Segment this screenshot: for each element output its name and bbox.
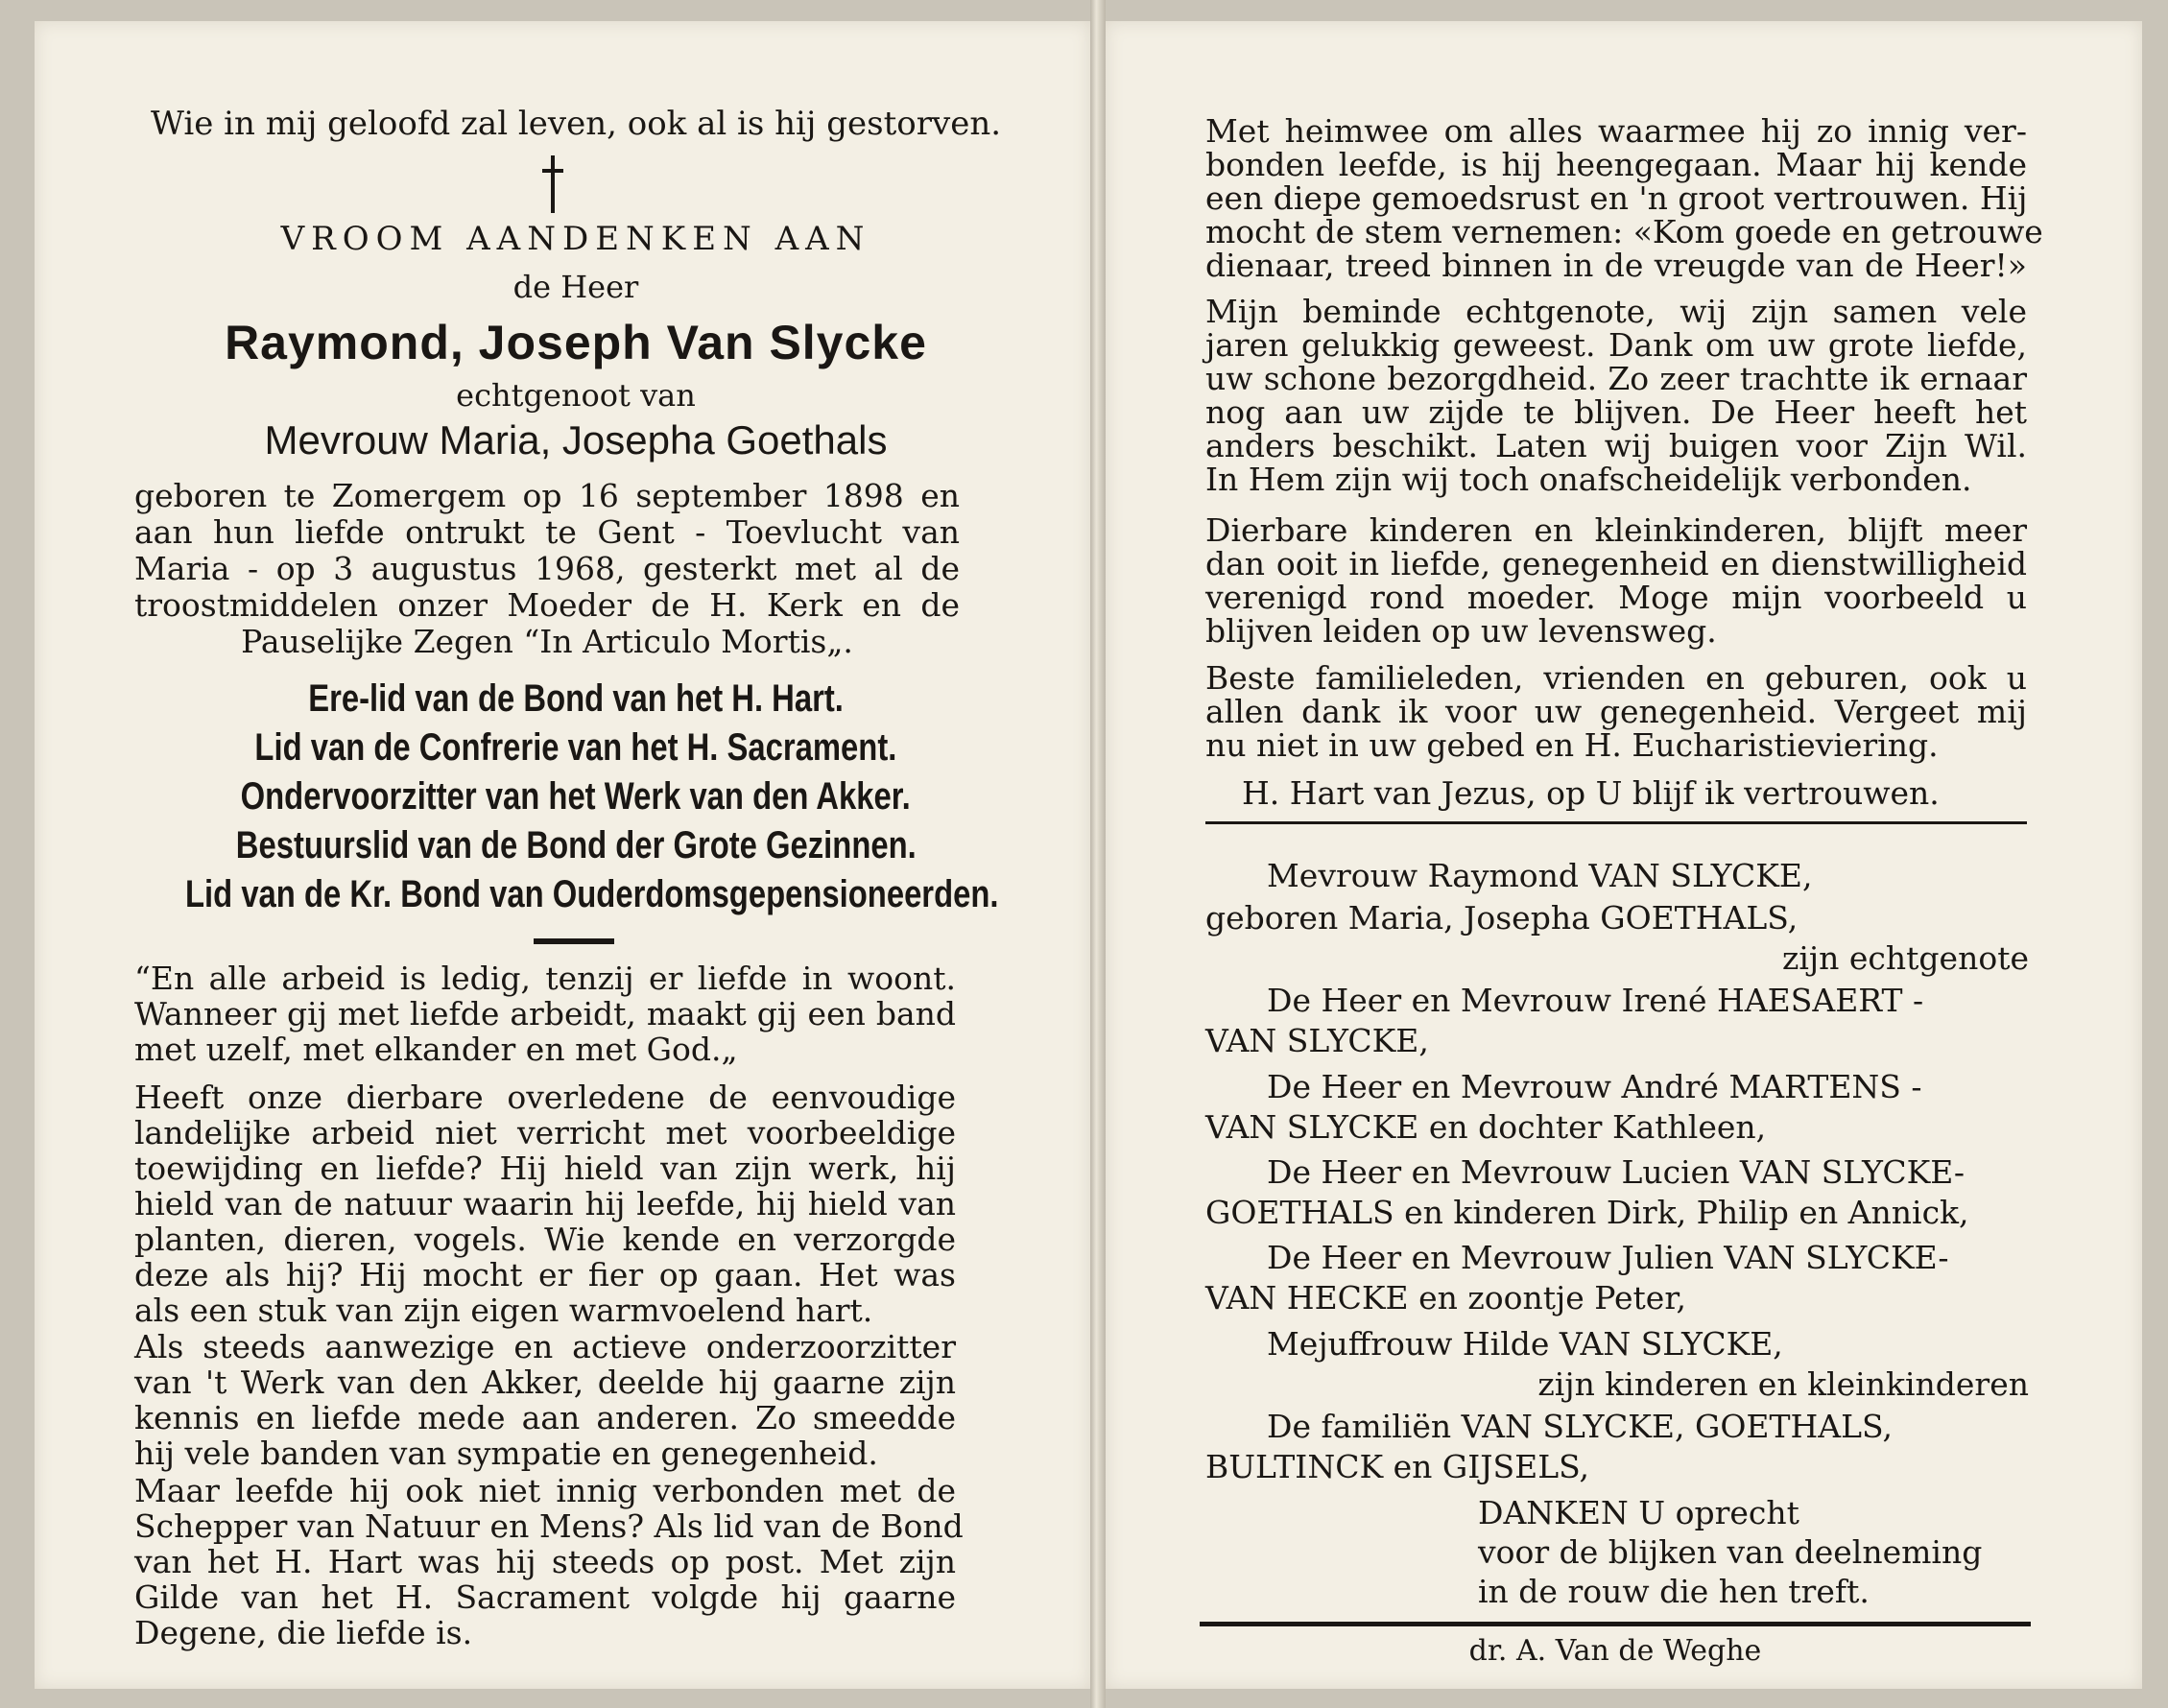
children-role: zijn kinderen en kleinkinderen [1537,1365,2029,1403]
text-line: Maar leefde hij ook niet innig verbonden met de [134,1472,956,1509]
child-couple-4-cont: VAN HECKE en zoontje Peter, [1205,1279,1686,1317]
widow-role: zijn echtgenote [1781,939,2029,977]
quote-line: “En alle arbeid is ledig, tenzij er liefde in woont. [134,960,956,997]
text-line: allen dank ik voor uw genegenheid. Vergeet mij [1205,693,2027,730]
text-line: Degene, die liefde is. [134,1614,473,1651]
text-line: landelijke arbeid niet verricht met voorbeeldige [134,1114,956,1151]
title-item: Ere-lid van de Bond van het H. Hart. [308,677,844,720]
quote-line: met uzelf, met elkander en met God.„ [134,1031,738,1068]
text-line: deze als hij? Hij mocht er fier op gaan. Het was [134,1256,956,1293]
child-5: Mejuffrouw Hilde VAN SLYCKE, [1267,1325,1783,1363]
cross-icon [538,154,567,215]
text-line: Schepper van Natuur en Mens? Als lid van de Bond [134,1507,964,1545]
farewell-paragraph-1 [1205,112,2043,284]
tribute-paragraph-1 [134,1081,956,1330]
printer-name: dr. A. Van de Weghe [1468,1634,1762,1668]
bio-line: aan hun liefde ontrukt te Gent - Toevlucht van [134,513,960,551]
child-couple-2-cont: VAN SLYCKE en dochter Kathleen, [1205,1108,1767,1146]
child-couple-3: De Heer en Mevrouw Lucien VAN SLYCKE- [1267,1153,1965,1191]
text-line: nog aan uw zijde te blijven. De Heer heeft het [1205,393,2027,431]
text-line: Met heimwee om alles waarmee hij zo innig ver- [1205,112,2027,150]
families-cont: BULTINCK en GIJSELS, [1205,1448,1590,1485]
thanks-line-2: voor de blijken van deelneming [1478,1533,1983,1571]
text-line: blijven leiden op uw levensweg. [1205,612,1717,650]
text-line: mocht de stem vernemen: «Kom goede en getrouwe [1205,213,2043,250]
spouse-name: Mevrouw Maria, Josepha Goethals [264,417,888,463]
farewell-paragraph-4 [1205,659,2027,764]
farewell-paragraph-3 [1205,511,2027,650]
text-line: van het H. Hart was hij steeds op post. Met zijn [134,1543,956,1580]
child-couple-1: De Heer en Mevrouw Irené HAESAERT - [1267,982,1924,1019]
footer-rule [1200,1622,2031,1626]
bio-line: geboren te Zomergem op 16 september 1898 en [134,477,960,514]
title-item: Lid van de Kr. Bond van Ouderdomsgepensioneerden. [185,873,999,915]
child-couple-4: De Heer en Mevrouw Julien VAN SLYCKE- [1267,1239,1949,1276]
text-line: als een stuk van zijn eigen warmvoelend hart. [134,1292,873,1329]
tribute-paragraph-3 [134,1472,964,1652]
text-line: jaren gelukkig geweest. Dank om uw grote liefde, [1205,326,2027,364]
title-item: Ondervoorzitter van het Werk van den Akker. [240,775,912,818]
bio-paragraph [134,477,960,662]
text-line: planten, dieren, vogels. Wie kende en verzorgde [134,1221,956,1258]
text-line: nu niet in uw gebed en H. Eucharistieviering. [1205,726,1939,764]
divider-line [1205,821,2027,824]
bio-line: Pauselijke Zegen “In Articulo Mortis„. [241,623,853,660]
text-line: verenigd rond moeder. Moge mijn voorbeeld u [1205,579,2027,616]
text-line: kennis en liefde mede aan anderen. Zo smeedde [134,1399,956,1436]
card-fold [1090,0,1106,1708]
widow-name: Mevrouw Raymond VAN SLYCKE, [1267,857,1813,894]
title-item: Bestuurslid van de Bond der Grote Gezinnen. [235,824,917,866]
text-line: toewijding en liefde? Hij hield van zijn werk, hij [134,1150,956,1187]
text-line: Dierbare kinderen en kleinkinderen, blijft meer [1205,511,2027,549]
families: De familiën VAN SLYCKE, GOETHALS, [1267,1408,1893,1445]
bio-line: Maria - op 3 augustus 1968, gesterkt met al de [134,550,960,587]
text-line: Als steeds aanwezige en actieve onderzoorzitter [134,1328,956,1365]
text-line: dan ooit in liefde, genegenheid en dienstwilligheid [1205,545,2027,582]
text-line: dienaar, treed binnen in de vreugde van de Heer!» [1205,247,2027,284]
thanks-line-1: DANKEN U oprecht [1478,1494,1799,1531]
title-item: Lid van de Confrerie van het H. Sacrament. [254,726,897,769]
text-line: van 't Werk van den Akker, deelde hij gaarne zijn [134,1364,956,1401]
farewell-paragraph-2 [1205,293,2027,498]
section-divider [534,938,614,944]
tribute-paragraph-2 [134,1328,956,1473]
text-line: anders beschikt. Laten wij buigen voor Zijn Wil. [1205,427,2027,464]
child-couple-1-cont: VAN SLYCKE, [1205,1022,1429,1059]
bio-line: troostmiddelen onzer Moeder de H. Kerk en de [134,586,960,624]
child-couple-2: De Heer en Mevrouw André MARTENS - [1267,1068,1922,1105]
thanks-line-3: in de rouw die hen treft. [1478,1573,1870,1610]
de-heer-label: de Heer [512,269,639,305]
text-line: Heeft onze dierbare overledene de eenvoudige [134,1079,956,1116]
spouse-label: echtgenoot van [456,377,696,414]
text-line: In Hem zijn wij toch onafscheidelijk verbonden. [1205,461,1972,498]
widow-maiden-name: geboren Maria, Josepha GOETHALS, [1205,899,1799,937]
deceased-name: Raymond, Joseph Van Slycke [225,316,927,369]
motto: Wie in mij geloofd zal leven, ook al is hij gestorven. [150,105,1002,143]
text-line: hij vele banden van sympatie en genegenheid. [134,1435,878,1472]
titles-list [96,679,1056,924]
text-line: een diepe gemoedsrust en 'n groot vertrouwen. Hij [1205,179,2028,217]
memorial-heading: VROOM AANDENKEN AAN [280,220,871,258]
child-couple-3-cont: GOETHALS en kinderen Dirk, Philip en Annick, [1205,1194,1969,1231]
text-line: Beste familieleden, vrienden en geburen, ook u [1205,659,2027,697]
quote-line: Wanneer gij met liefde arbeidt, maakt gij een band [134,995,956,1032]
closing-prayer: H. Hart van Jezus, op U blijf ik vertrouwen. [1242,774,1940,812]
text-line: uw schone bezorgdheid. Zo zeer trachtte ik ernaar [1205,360,2027,397]
text-line: bonden leefde, is hij heengegaan. Maar hij kende [1205,146,2027,183]
text-line: Mijn beminde echtgenote, wij zijn samen vele [1205,293,2027,330]
text-line: hield van de natuur waarin hij leefde, hij hield van [134,1185,956,1222]
text-line: Gilde van het H. Sacrament volgde hij gaarne [134,1578,956,1616]
quote-paragraph [134,962,956,1069]
